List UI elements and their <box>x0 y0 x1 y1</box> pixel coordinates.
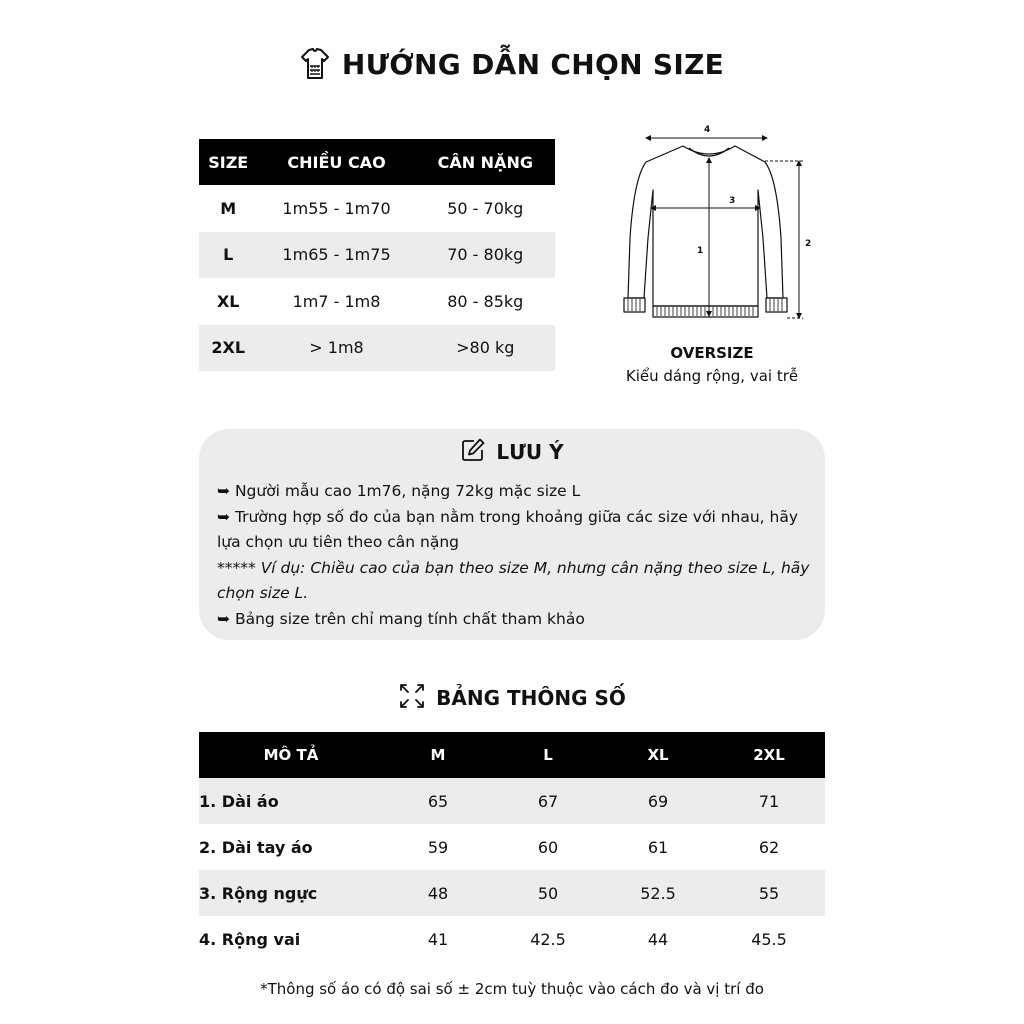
size-cell: XL <box>216 291 240 311</box>
height-cell: 1m7 - 1m8 <box>292 291 381 311</box>
value-cell: 42.5 <box>530 929 566 949</box>
expand-arrows-icon <box>398 682 426 714</box>
weight-cell: 70 - 80kg <box>416 232 555 279</box>
example-prefix: ***** <box>217 558 256 577</box>
note-item <box>217 479 817 505</box>
notes-title: LƯU Ý <box>496 440 564 464</box>
title-text: HƯỚNG DẪN CHỌN SIZE <box>341 47 725 81</box>
col-l: L <box>493 732 603 778</box>
value-cell: 45.5 <box>751 929 787 949</box>
weight-cell: >80 kg <box>416 325 555 372</box>
value-cell: 52.5 <box>603 870 713 916</box>
sweater-diagram <box>605 118 825 328</box>
label-3: 3 <box>729 196 736 206</box>
value-cell: 65 <box>383 778 493 824</box>
col-size: SIZE <box>199 139 257 185</box>
value-cell: 69 <box>603 778 713 824</box>
spec-section-title <box>0 682 1024 714</box>
desc-cell: 4. Rộng vai <box>199 929 301 949</box>
notes-box <box>199 429 825 640</box>
table-row <box>199 916 825 962</box>
col-m: M <box>383 732 493 778</box>
col-weight: CÂN NẶNG <box>416 139 555 185</box>
bullet-icon: ➥ <box>217 482 230 500</box>
size-cell: L <box>199 232 257 279</box>
note-example <box>217 556 817 607</box>
note-text: Bảng size trên chỉ mang tính chất tham khảo <box>234 609 585 628</box>
edit-note-icon <box>460 437 486 467</box>
value-cell: 44 <box>647 929 669 949</box>
example-text: Ví dụ: Chiều cao của bạn theo size M, nhưng cân nặng theo size L, hãy chọn size L. <box>217 558 810 602</box>
table-row <box>199 870 825 916</box>
style-description: Kiểu dáng rộng, vai trễ <box>625 367 799 385</box>
table-row <box>199 778 825 824</box>
table-row <box>199 325 555 372</box>
value-cell: 48 <box>383 870 493 916</box>
weight-cell: 80 - 85kg <box>447 291 524 311</box>
value-cell: 59 <box>427 837 449 857</box>
height-cell: 1m65 - 1m75 <box>257 232 415 279</box>
notes-list <box>217 479 817 632</box>
note-item <box>217 607 817 633</box>
value-cell: 50 <box>493 870 603 916</box>
footnote: *Thông số áo có độ sai số ± 2cm tuỳ thuộc vào cách đo và vị trí đo <box>260 980 764 998</box>
table-row <box>199 185 555 232</box>
height-cell: > 1m8 <box>257 325 415 372</box>
bullet-icon: ➥ <box>217 507 230 526</box>
label-1: 1 <box>697 246 704 256</box>
size-guide-table <box>199 139 555 371</box>
value-cell: 71 <box>713 778 825 824</box>
col-desc: MÔ TẢ <box>199 732 383 778</box>
col-xl: XL <box>603 732 713 778</box>
desc-cell: 3. Rộng ngực <box>199 870 383 916</box>
value-cell: 55 <box>713 870 825 916</box>
col-2xl: 2XL <box>713 732 825 778</box>
value-cell: 67 <box>493 778 603 824</box>
col-height: CHIỀU CAO <box>257 139 415 185</box>
value-cell: 41 <box>427 929 449 949</box>
size-guide-header <box>199 139 555 185</box>
spec-header <box>199 732 825 778</box>
desc-cell: 2. Dài tay áo <box>199 837 313 857</box>
weight-cell: 50 - 70kg <box>447 198 524 218</box>
bullet-icon: ➥ <box>217 609 230 628</box>
size-cell: 2XL <box>199 325 257 372</box>
notes-header <box>199 437 825 467</box>
note-text: Trường hợp số đo của bạn nằm trong khoảng giữa các size với nhau, hãy lựa chọn ưu tiên theo cân nặng <box>217 507 799 551</box>
spec-title-text: BẢNG THÔNG SỐ <box>436 686 626 710</box>
shirt-measure-icon <box>300 47 330 81</box>
page-title <box>0 40 1024 88</box>
table-row <box>199 824 825 870</box>
style-name: OVERSIZE <box>670 344 754 362</box>
desc-cell: 1. Dài áo <box>199 778 383 824</box>
height-cell: 1m55 - 1m70 <box>282 198 391 218</box>
value-cell: 60 <box>537 837 559 857</box>
spec-table <box>199 732 825 962</box>
table-row <box>199 232 555 279</box>
table-row <box>199 278 555 325</box>
note-item <box>217 505 817 556</box>
value-cell: 61 <box>647 837 669 857</box>
note-text: Người mẫu cao 1m76, nặng 72kg mặc size L <box>234 482 581 500</box>
label-2: 2 <box>805 239 812 249</box>
label-4: 4 <box>704 125 711 135</box>
value-cell: 62 <box>758 837 780 857</box>
size-cell: M <box>220 198 237 218</box>
